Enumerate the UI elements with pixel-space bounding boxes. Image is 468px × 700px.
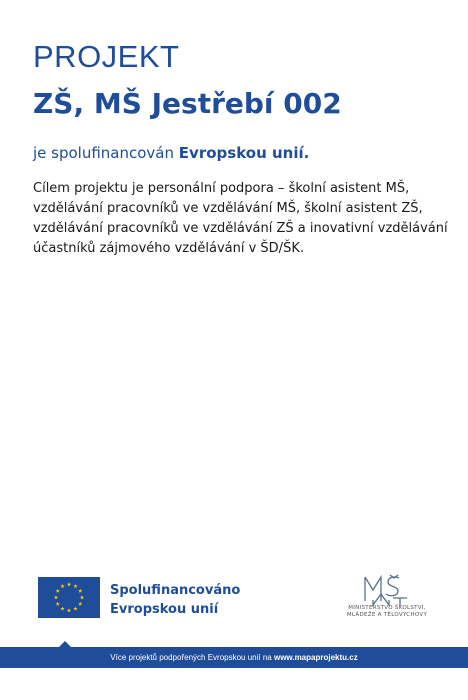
ministry-name-line2: MLÁDEŽE A TĚLOVÝCHOVY	[346, 612, 428, 618]
eu-star-icon	[73, 607, 77, 611]
cofinancing-statement	[33, 146, 309, 161]
ministry-name	[337, 605, 437, 619]
eu-logo-text	[110, 581, 240, 619]
eu-star-icon	[67, 608, 71, 612]
footer-link[interactable]: www.mapaprojektu.cz	[273, 653, 358, 662]
eu-logo-line1: Spolufinancováno	[110, 583, 241, 598]
eu-star-icon	[56, 602, 60, 606]
eu-star-icon	[73, 584, 77, 588]
cofinancing-emphasis: Evropskou unií.	[178, 144, 310, 162]
eu-star-icon	[60, 584, 64, 588]
project-label: PROJEKT	[33, 39, 180, 74]
eu-flag-icon	[38, 577, 100, 618]
project-description: Cílem projektu je personální podpora – školní asistent MŠ, vzdělávání pracovníků ve vzdělávání MŠ, školní asistent ZŠ, vzdělávání pracovníků ve vzdělávání ZŠ a inovativní vzdělávání účastníků zájmového vzdělávání v ŠD/ŠK.	[33, 181, 448, 256]
footer-note: Více projektů podpořených Evropskou unií na	[110, 653, 272, 662]
eu-star-icon	[67, 582, 71, 586]
eu-logo-line2: Evropskou unií	[110, 602, 219, 617]
cofinancing-prefix: je spolufinancován	[33, 144, 175, 162]
eu-star-icon	[78, 602, 82, 606]
ministry-name-line1: MINISTERSTVO ŠKOLSTVÍ,	[348, 605, 426, 611]
eu-star-icon	[78, 589, 82, 593]
eu-star-icon	[54, 595, 58, 599]
eu-star-icon	[80, 595, 84, 599]
project-title: ZŠ, MŠ Jestřebí 002	[33, 87, 342, 120]
eu-star-icon	[56, 589, 60, 593]
footer-text	[0, 647, 468, 668]
eu-star-icon	[60, 607, 64, 611]
eu-stars-icon	[38, 577, 100, 618]
